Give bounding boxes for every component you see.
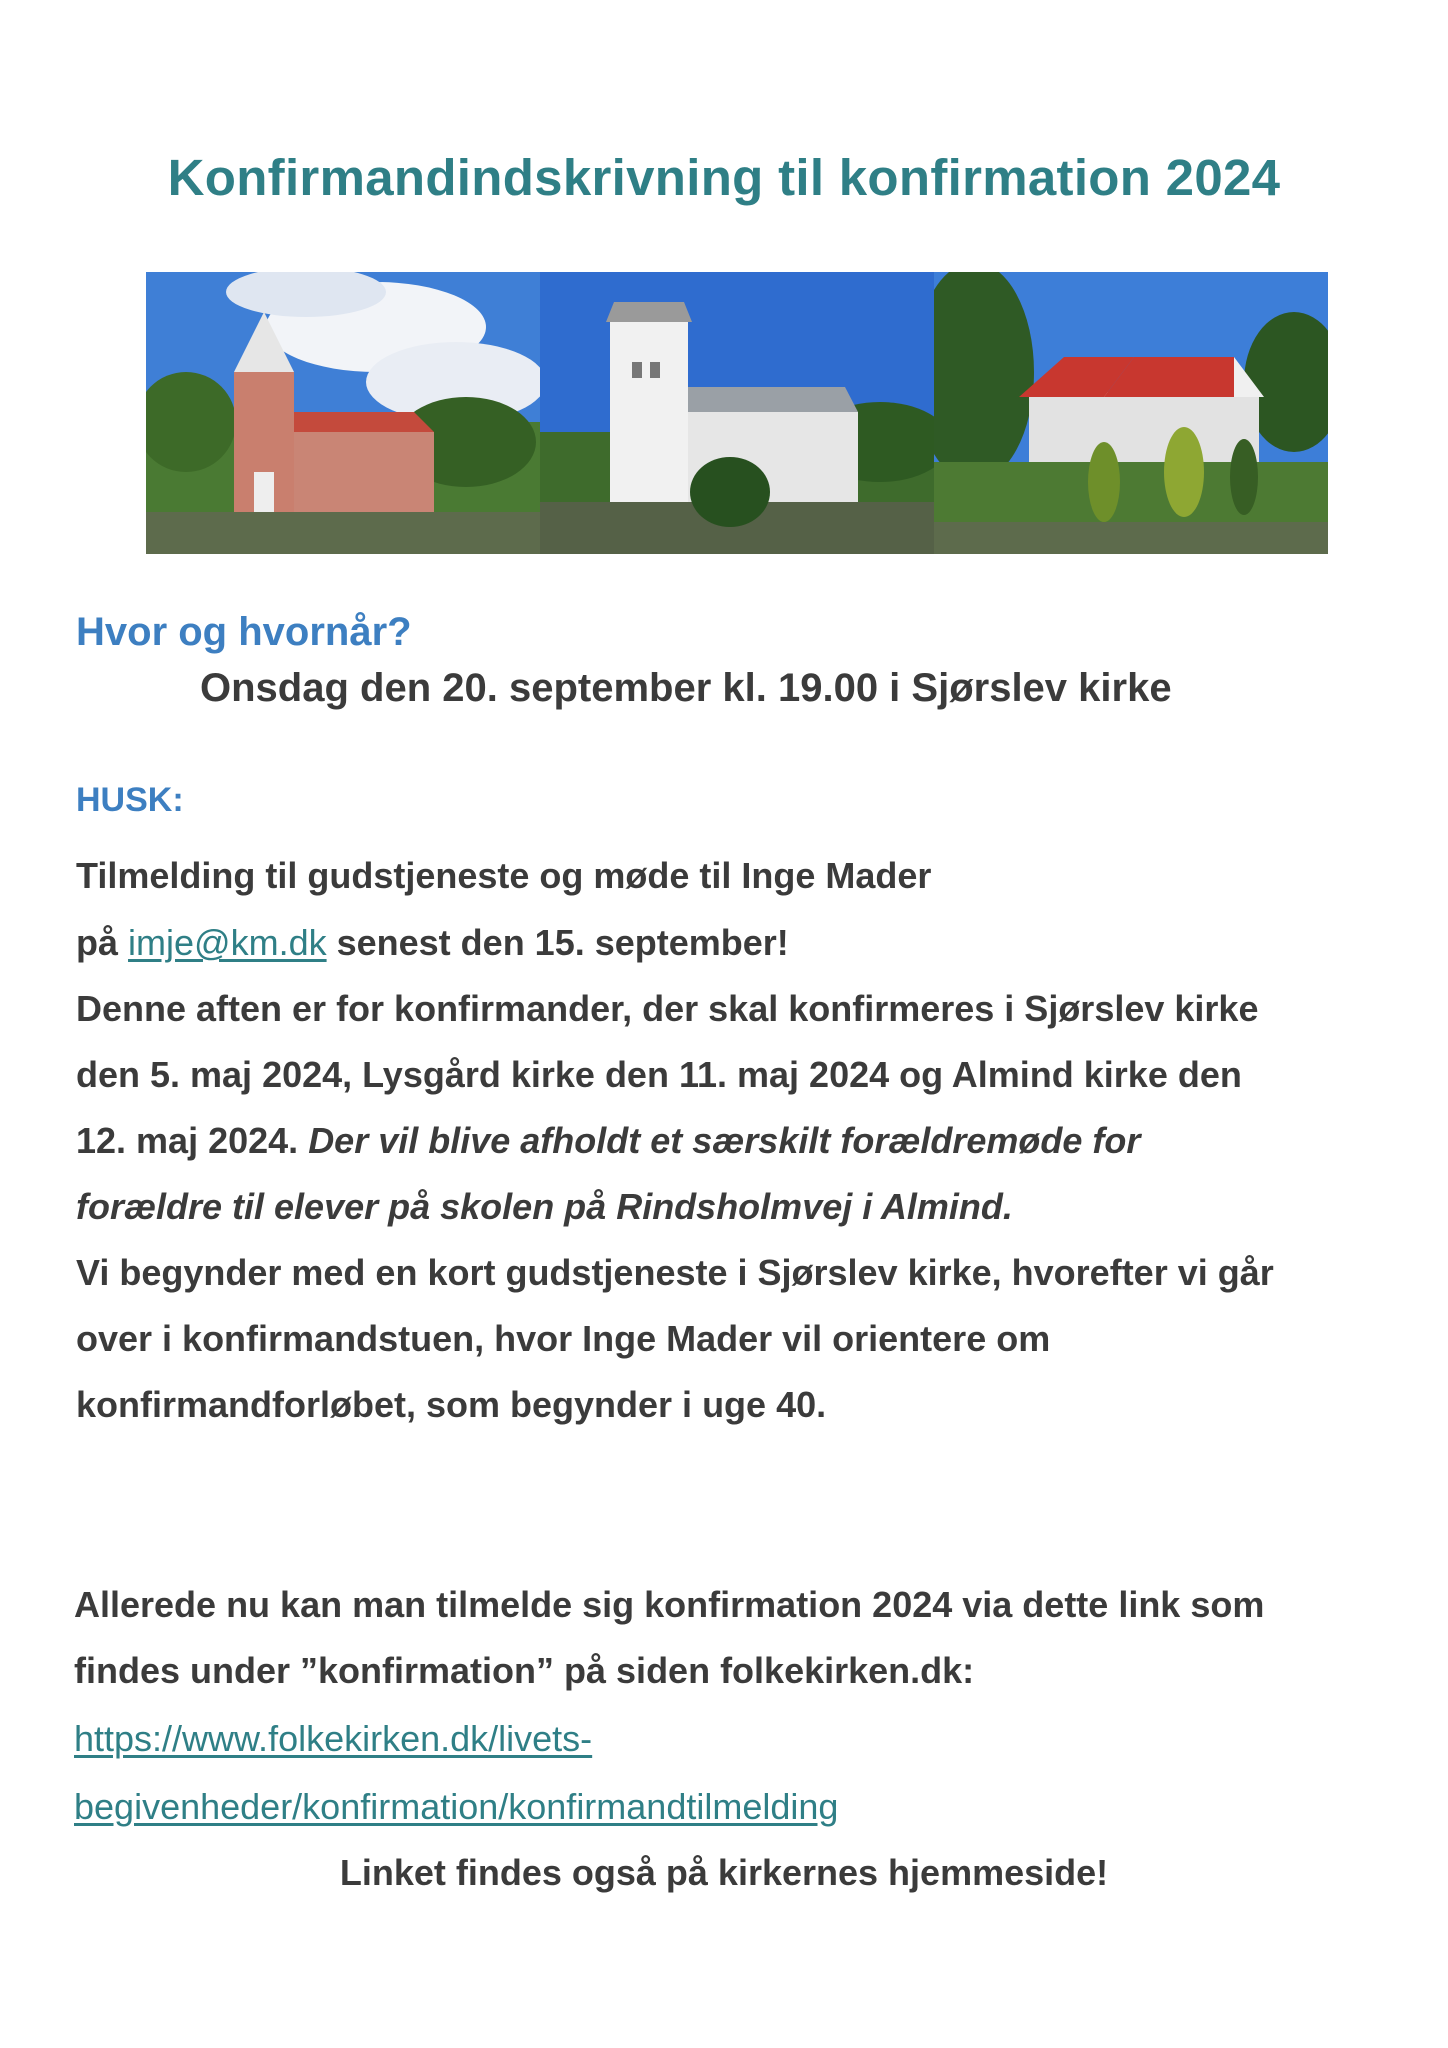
email-link[interactable]: imje@km.dk [128,922,327,963]
church-photo-2 [540,272,934,554]
body-line-7: Vi begynder med en kort gudstjeneste i Sjørslev kirke, hvorefter vi går [76,1252,1274,1293]
body-line-5-normal: 12. maj 2024. [76,1120,299,1161]
church-photo-3 [934,272,1328,554]
when-heading: Hvor og hvornår? [76,610,412,654]
body-line-5 [76,1120,1140,1162]
body-line-1: Tilmelding til gudstjeneste og møde til Inge Mader [76,855,932,896]
closing-line: Linket findes også på kirkernes hjemmeside! [339,1852,1109,1893]
body-line-8: over i konfirmandstuen, hvor Inge Mader vil orientere om [76,1318,1051,1359]
body-line-5-italic: Der vil blive afholdt et særskilt forældremøde for [308,1120,1141,1161]
church-photo-1 [146,272,540,554]
husk-heading: HUSK: [76,781,184,819]
signup-line-1: Allerede nu kan man tilmelde sig konfirmation 2024 via dette link som [74,1584,1265,1625]
signup-url-line-1[interactable]: https://www.folkekirken.dk/livets- [74,1718,593,1759]
body-line-4: den 5. maj 2024, Lysgård kirke den 11. maj 2024 og Almind kirke den [76,1054,1242,1095]
body-line-6: forældre til elever på skolen på Rindsholmvej i Almind. [76,1186,1013,1227]
page-title: Konfirmandindskrivning til konfirmation 2024 [167,149,1281,206]
body-line-9: konfirmandforløbet, som begynder i uge 40. [76,1384,827,1425]
church-photo-strip [146,272,1328,554]
signup-url-line-2[interactable]: begivenheder/konfirmation/konfirmandtilmelding [74,1786,839,1827]
signup-line-2: findes under ”konfirmation” på siden folkekirken.dk: [74,1650,975,1691]
when-text: Onsdag den 20. september kl. 19.00 i Sjørslev kirke [200,666,1172,710]
body-line-2-suffix: senest den 15. september! [336,922,789,963]
body-line-2 [76,922,789,964]
body-line-2-prefix: på [76,922,119,963]
body-line-3: Denne aften er for konfirmander, der skal konfirmeres i Sjørslev kirke [76,988,1259,1029]
